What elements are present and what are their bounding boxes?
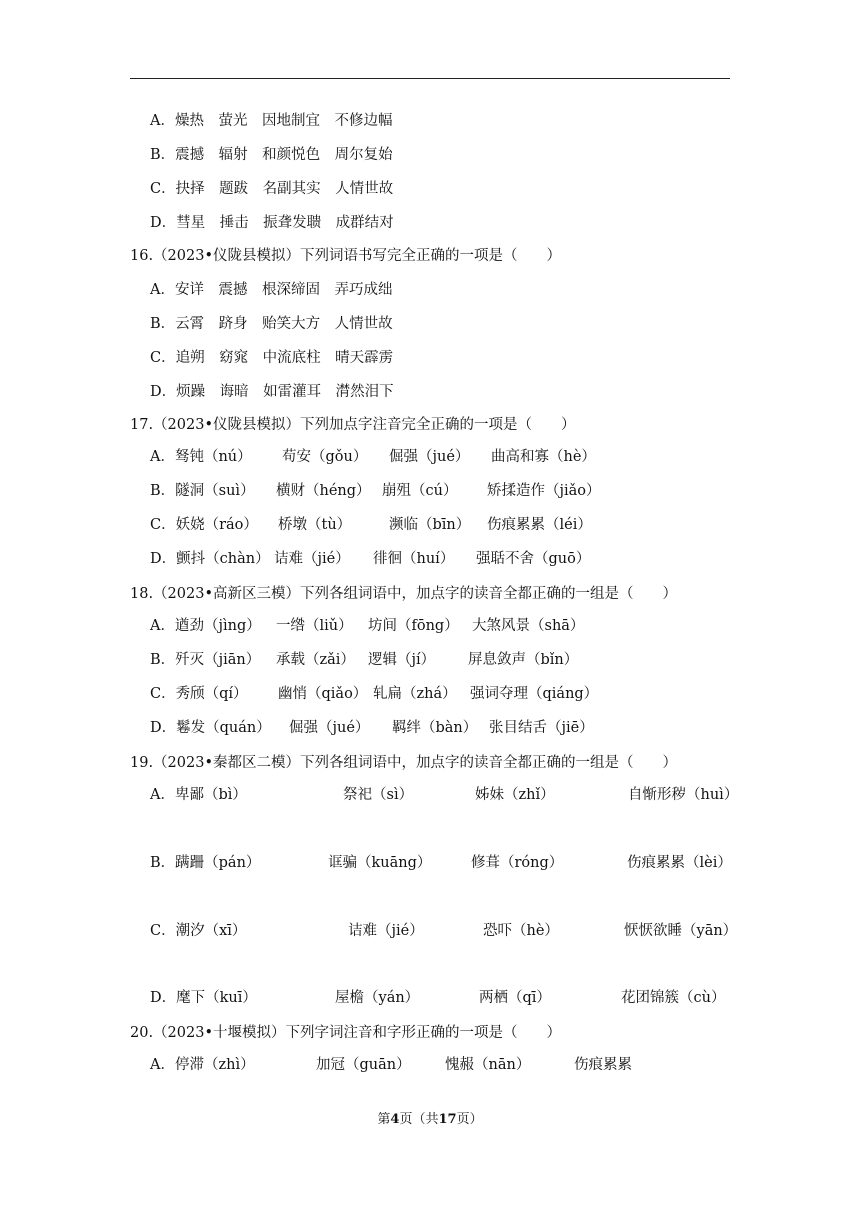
q18-a-4: 大煞风景（shā） <box>472 618 585 634</box>
q17-d-3: 徘徊（huí） <box>373 551 455 567</box>
q19-d-4: 花团锦簇（cù） <box>621 990 726 1006</box>
q19-stem: 19.（2023•秦都区二模）下列各组词语中，加点字的读音全都正确的一组是（ ） <box>130 755 678 771</box>
q19-d-3: 两栖（qī） <box>479 990 551 1006</box>
q18-d-1: D．鬈发（quán） <box>150 720 271 736</box>
q18-a-1: A．遒劲（jìng） <box>150 618 261 634</box>
q18-a-2: 一绺（liǔ） <box>276 618 353 634</box>
q17-b-3: 崩殂（cú） <box>382 483 458 499</box>
q19-d-2: 屋檐（yán） <box>335 990 420 1006</box>
q19-b-3: 修葺（róng） <box>471 855 564 871</box>
q16-option-d: D．烦躁 诲暗 如雷灌耳 潸然泪下 <box>150 384 394 400</box>
q19-c-2: 诘难（jié） <box>348 923 424 939</box>
header-rule <box>130 78 730 79</box>
q16-option-c: C．追朔 窈窕 中流底柱 晴天霹雳 <box>150 350 394 366</box>
q19-a-2: 祭祀（sì） <box>343 787 414 803</box>
q20-a-3: 愧赧（nān） <box>445 1057 531 1073</box>
q18-stem: 18.（2023•高新区三模）下列各组词语中，加点字的读音全都正确的一组是（ ） <box>130 586 678 602</box>
q18-c-3: 轧扁（zhá） <box>373 686 457 702</box>
q17-a-1: A．驽钝（nú） <box>150 449 252 465</box>
footer-page-number: 4 <box>390 1112 400 1127</box>
q20-stem: 20.（2023•十堰模拟）下列字词注音和字形正确的一项是（ ） <box>130 1025 562 1041</box>
q18-d-4: 张目结舌（jiē） <box>489 720 594 736</box>
q17-b-4: 矫揉造作（jiǎo） <box>487 483 601 499</box>
q17-c-4: 伤痕累累（léi） <box>487 517 592 533</box>
q18-d-2: 倔强（jué） <box>289 720 370 736</box>
q19-c-3: 恐吓（hè） <box>483 923 559 939</box>
q20-a-2: 加冠（guān） <box>316 1057 411 1073</box>
page-footer <box>0 1111 860 1129</box>
q17-a-2: 苟安（gǒu） <box>282 449 368 465</box>
q18-b-2: 承载（zǎi） <box>276 652 355 668</box>
q15-option-b: B．震撼 辐射 和颜悦色 周尔复始 <box>150 147 393 163</box>
q18-a-3: 坊间（fōng） <box>368 618 459 634</box>
q19-d-1: D．麾下（kuī） <box>150 990 257 1006</box>
q20-a-1: A．停滞（zhì） <box>150 1057 255 1073</box>
footer-middle: 页（共 <box>399 1112 439 1127</box>
q18-c-4: 强词夺理（qiáng） <box>470 686 599 702</box>
q17-c-2: 桥墩（tù） <box>278 517 352 533</box>
q17-d-2: 诘难（jié） <box>274 551 350 567</box>
q17-d-1: D．颤抖（chàn） <box>150 551 270 567</box>
q19-a-3: 姊妹（zhǐ） <box>475 787 555 803</box>
q17-b-2: 横财（héng） <box>276 483 371 499</box>
q19-b-4: 伤痕累累（lèi） <box>627 855 732 871</box>
q15-option-c: C．抉择 题跋 名副其实 人情世故 <box>150 181 394 197</box>
q17-a-3: 倔强（jué） <box>389 449 470 465</box>
q18-b-1: B．歼灭（jiān） <box>150 652 261 668</box>
q18-b-4: 屏息敛声（bǐn） <box>468 652 579 668</box>
q18-b-3: 逻辑（jí） <box>368 652 436 668</box>
q16-option-b: B．云霄 跻身 贻笑大方 人情世故 <box>150 316 393 332</box>
q16-stem: 16.（2023•仪陇县模拟）下列词语书写完全正确的一项是（ ） <box>130 248 562 264</box>
q19-c-1: C．潮汐（xī） <box>150 923 247 939</box>
q15-option-d: D．彗星 捶击 振聋发聩 成群结对 <box>150 215 394 231</box>
q15-option-a: A．燥热 萤光 因地制宜 不修边幅 <box>150 113 393 129</box>
footer-prefix: 第 <box>377 1112 391 1127</box>
q19-a-1: A．卑鄙（bì） <box>150 787 247 803</box>
q19-b-2: 诓骗（kuāng） <box>328 855 432 871</box>
q17-stem: 17.（2023•仪陇县模拟）下列加点字注音完全正确的一项是（ ） <box>130 417 576 433</box>
q17-c-1: C．妖娆（ráo） <box>150 517 258 533</box>
footer-total-pages: 17 <box>438 1112 457 1127</box>
q17-b-1: B．隧洞（suì） <box>150 483 255 499</box>
q17-c-3: 濒临（bīn） <box>389 517 471 533</box>
q18-d-3: 羁绊（bàn） <box>392 720 478 736</box>
q17-d-4: 强聒不舍（guō） <box>476 551 591 567</box>
q19-c-4: 恹恹欲睡（yān） <box>624 923 738 939</box>
q19-a-4: 自惭形秽（huì） <box>628 787 739 803</box>
q18-c-2: 幽悄（qiǎo） <box>278 686 368 702</box>
q17-a-4: 曲高和寡（hè） <box>491 449 596 465</box>
q16-option-a: A．安详 震撼 根深缔固 弄巧成绌 <box>150 282 393 298</box>
q20-a-4: 伤痕累累 <box>574 1057 632 1073</box>
footer-suffix: 页） <box>456 1112 483 1127</box>
q19-b-1: B．蹒跚（pán） <box>150 855 261 871</box>
q18-c-1: C．秀颀（qí） <box>150 686 248 702</box>
